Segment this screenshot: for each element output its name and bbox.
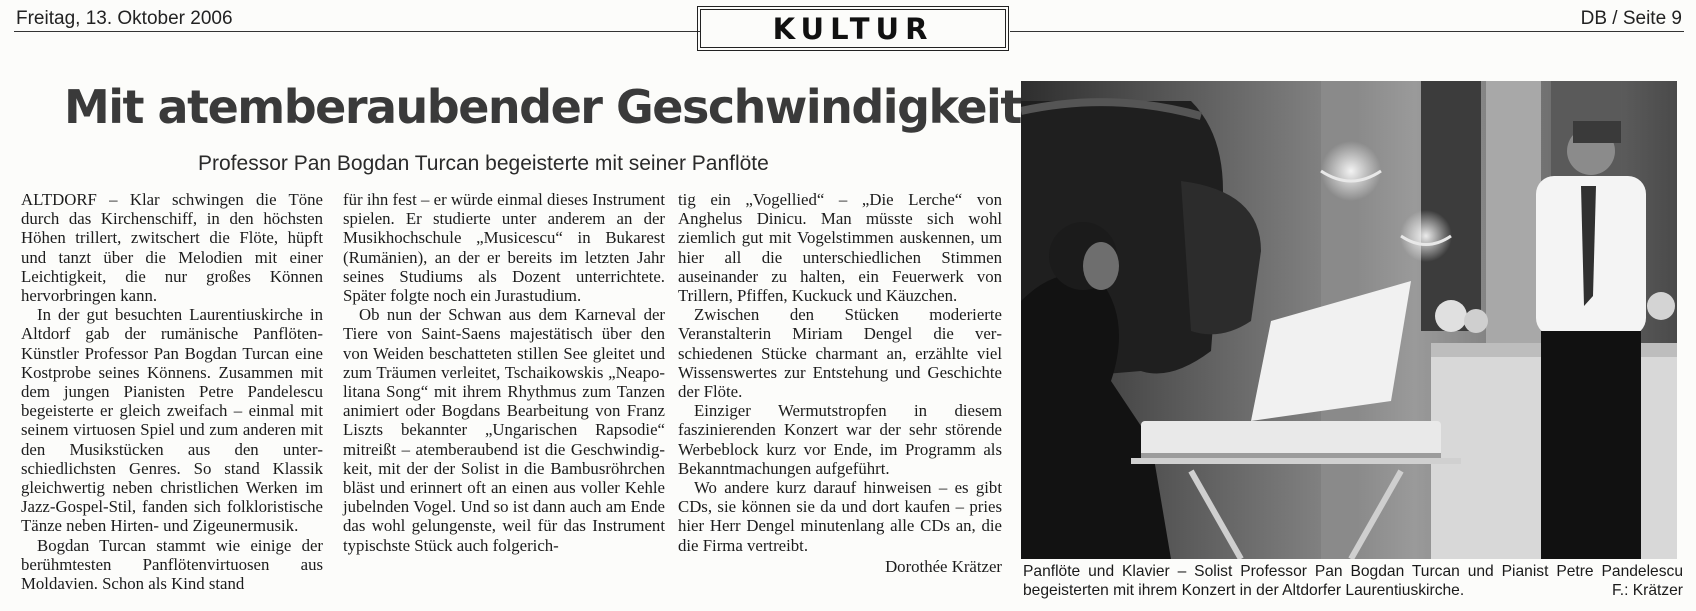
subheadline: Professor Pan Bogdan Turcan begeisterte mit seiner Panflöte <box>198 152 769 175</box>
paragraph: Zwischen den Stücken moderierte Veranstalterin Miriam Dengel die verschiedenen Stücke charmant an, erzählte viel Wissenswertes zur Entstehung und Geschichte der Flöte. <box>678 305 1002 402</box>
paragraph: Einziger Wermutstropfen in diesem faszinierenden Konzert war der sehr störende Werbeblock kurz vor Ende, im Programm als Bekanntmachungen aufgeführt. <box>678 401 1002 478</box>
section-label: KULTUR <box>700 9 1006 48</box>
header-rule-left <box>14 31 700 32</box>
paragraph: Wo andere kurz darauf hinweisen – es gibt CDs, sie können sie da und dort kaufen – pries hier Herr Dengel minutenlang alle CDs an, die die Firma vertreibt. <box>678 478 1002 555</box>
photo-credit: F.: Krätzer <box>1611 582 1683 599</box>
paragraph: tig ein „Vogellied“ – „Die Lerche“ von Anghelus Dinicu. Man müsste sich wohl ziemlich gut mit Vogelstimmen auskennen, um hier all die unterschiedlichen Stimmen auseinander zu halten, ein Feuerwerk von Trillern, Pfiffen, Kuckuck und Käuzchen. <box>678 190 1002 306</box>
page-number: DB / Seite 9 <box>1580 8 1682 29</box>
paragraph: In der gut besuchten Laurentiuskirche in Altdorf gab der rumänische Panflöten-Künstler Professor Pan Bogdan Turcan eine Kostprobe seines Könnens. Zusammen mit dem jungen Pianisten Petre Pandelescu begeisterte er gleich zweifach – einmal mit seinem virtuosen Spiel und zum anderen mit den Musikstücken aus den unterschiedlichsten Genres. So stand Klassik gleichwertig neben christlichen Werken im Jazz-Gospel-Stil, fanden sich folkloristische Tänze neben Hirten- und Zigeunermusik. <box>21 305 323 536</box>
issue-date: Freitag, 13. Oktober 2006 <box>16 8 233 29</box>
caption-text: Panflöte und Klavier – Solist Professor Pan Bogdan Turcan und Pianist Petre Pandelescu begeisterten mit ihrem Konzert in der Altdorfer Laurentiuskirche. <box>1023 563 1683 599</box>
header-rule-right <box>1010 31 1684 32</box>
concert-photo <box>1021 81 1677 559</box>
paragraph: Bogdan Turcan stammt wie einige der berühmtesten Panflötenvirtuosen aus Moldavien. Schon als Kind stand <box>21 535 323 594</box>
article-column-3 <box>678 190 1002 576</box>
paragraph: ALTDORF – Klar schwingen die Töne durch das Kirchenschiff, in den höchsten Höhen trillert, zwitschert die Flöte, hüpft und tanzt über die Melodien mit einer Leichtigkeit, die nur großes Können hervorbringen kann. <box>21 190 323 306</box>
paragraph: Ob nun der Schwan aus dem Karneval der Tiere von Saint-Saens majestätisch über den von Weiden beschatteten stillen See gleitet und zum Träumen verleitet, Tschaikowskis „Neapolitana Song“ mit ihrem Rhythmus zum Tanzen animiert oder Bogdans Bearbeitung von Franz Liszts bekannter „Ungarischen Rapsodie“ mitreißt – atemberaubend ist die Geschwindigkeit, mit der der Solist in die Bambusröhrchen bläst und erinnert oft an einen aus voller Kehle jubelnden Vogel. Und so ist dann auch am Ende das wohl gelungenste, weil für das Instrument typischste Stück auch folgerich- <box>343 305 665 555</box>
article-column-1 <box>21 190 323 593</box>
author-byline: Dorothée Krätzer <box>885 556 1002 576</box>
paragraph: für ihn fest – er würde einmal dieses Instrument spielen. Er studierte unter anderem an der Musikhochschule „Musicescu“ in Bukarest (Rumänien), an der er bereits im letzten Jahr seines Studiums als Dozent unterrichtete. Später folgte noch ein Jurastudium. <box>343 190 665 306</box>
headline: Mit atemberaubender Geschwindigkeit <box>64 80 1021 134</box>
article-column-2 <box>343 190 665 555</box>
photo-caption <box>1023 562 1683 600</box>
